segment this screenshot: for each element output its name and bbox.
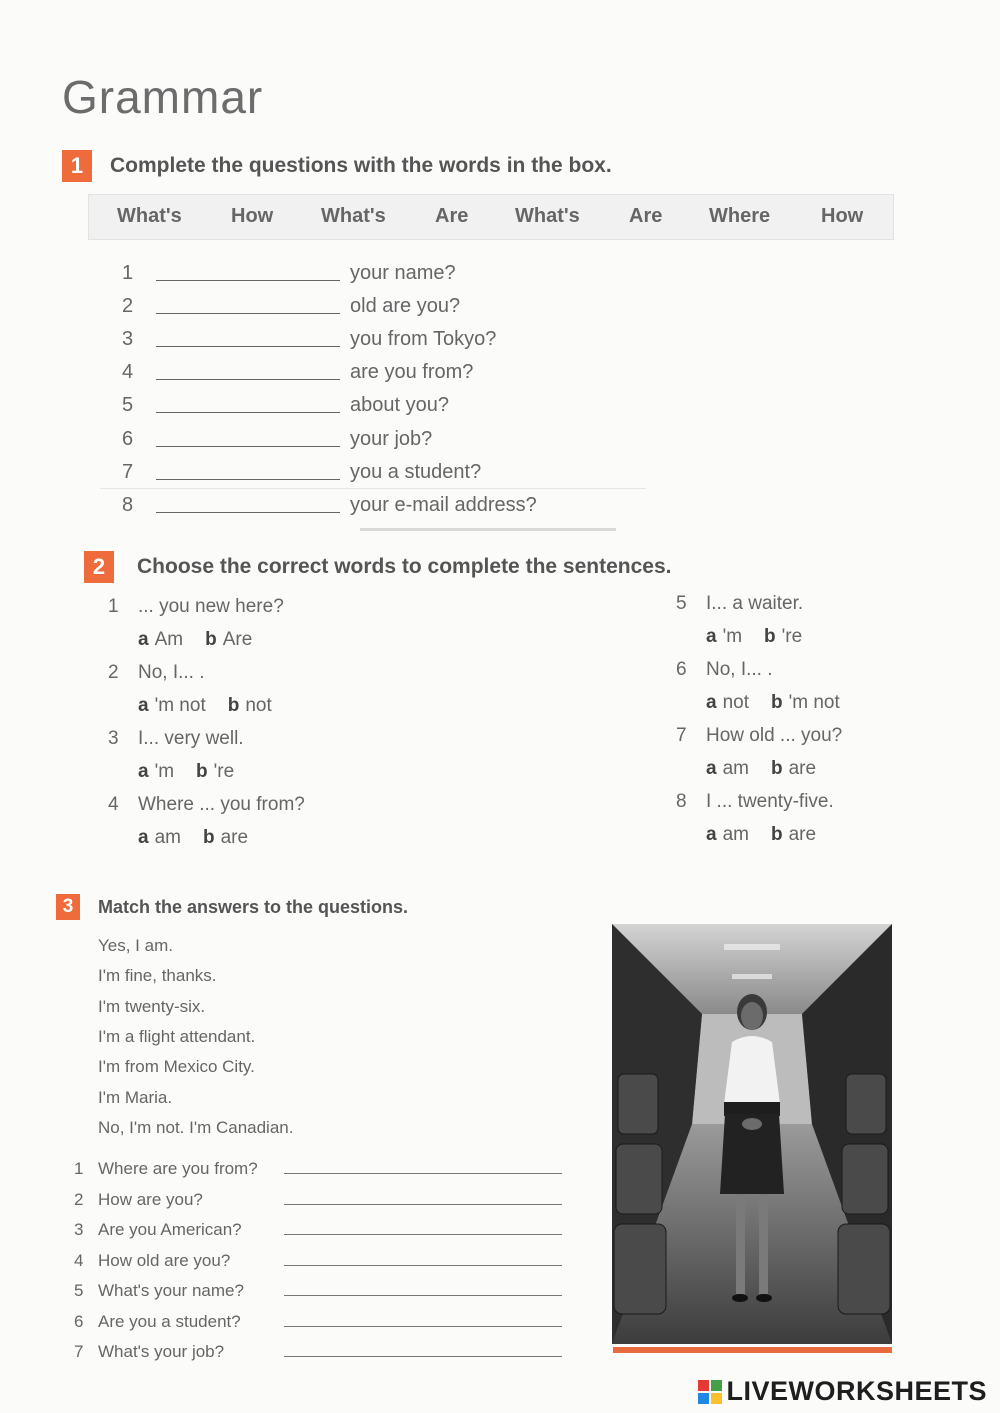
option-a-label: a <box>706 824 717 845</box>
ex1-blank[interactable] <box>156 512 340 513</box>
ex3-question-number: 4 <box>74 1251 84 1270</box>
ex3-question-number: 6 <box>74 1312 84 1331</box>
ex1-item <box>122 295 642 325</box>
exercise-1-heading <box>62 150 612 182</box>
ex2-question <box>108 728 244 750</box>
ex3-question <box>74 1281 244 1301</box>
ex3-answer-blank[interactable] <box>284 1234 562 1235</box>
option-a[interactable]: not <box>722 692 749 713</box>
divider <box>360 528 616 531</box>
ex1-item <box>122 494 642 524</box>
ex2-question <box>676 725 842 747</box>
option-a-label: a <box>706 692 717 713</box>
ex2-question-text: ... you new here? <box>138 596 284 617</box>
ex1-item-number: 6 <box>122 428 134 450</box>
page-title: Grammar <box>62 71 264 123</box>
option-b[interactable]: are <box>788 824 817 845</box>
ex3-answer: I'm Maria. <box>98 1088 173 1107</box>
ex1-blank[interactable] <box>156 313 340 314</box>
exercise-1-number: 1 <box>62 150 92 182</box>
ex1-blank[interactable] <box>156 280 340 281</box>
ex1-item-text: old are you? <box>350 295 461 317</box>
ex2-question <box>108 662 205 684</box>
ex3-answer: I'm from Mexico City. <box>98 1057 255 1076</box>
ex3-answer: I'm fine, thanks. <box>98 966 217 985</box>
ex3-question-text: What's your name? <box>98 1281 244 1300</box>
ex2-options <box>138 629 252 651</box>
ex2-question-number: 8 <box>676 791 687 812</box>
ex1-item-text: about you? <box>350 394 449 416</box>
option-b-label: b <box>227 695 240 716</box>
option-b-label: b <box>205 629 217 650</box>
ex2-question <box>676 659 773 681</box>
ex1-item <box>122 361 642 391</box>
exercise-2-number: 2 <box>84 551 114 583</box>
ex1-item-text: you a student? <box>350 461 482 483</box>
ex2-options <box>138 827 248 849</box>
ex3-answer-blank[interactable] <box>284 1326 562 1327</box>
ex1-item-text: are you from? <box>350 361 474 383</box>
option-b-label: b <box>764 626 776 647</box>
ex2-question <box>676 791 834 813</box>
ex2-question-number: 6 <box>676 659 687 680</box>
ex3-question <box>74 1220 242 1240</box>
option-b[interactable]: 're <box>781 626 803 647</box>
option-b-label: b <box>770 758 783 779</box>
option-b-label: b <box>771 692 783 713</box>
option-a-label: a <box>706 758 717 779</box>
ex3-question-text: Are you American? <box>98 1220 242 1239</box>
ex1-blank[interactable] <box>156 379 340 380</box>
ex3-answer: I'm a flight attendant. <box>98 1027 256 1046</box>
ex2-question-number: 7 <box>676 725 687 746</box>
ex3-question-text: Are you a student? <box>98 1312 241 1331</box>
liveworksheets-brand: LIVEWORKSHEETS <box>726 1376 987 1406</box>
ex3-question-number: 7 <box>74 1342 84 1361</box>
ex1-item <box>122 328 642 358</box>
option-a[interactable]: am <box>722 824 749 845</box>
option-a[interactable]: 'm <box>154 761 175 782</box>
ex2-question-text: Where ... you from? <box>138 794 305 815</box>
option-a[interactable]: Am <box>154 629 184 650</box>
ex3-question-text: How are you? <box>98 1190 203 1209</box>
ex3-question-text: What's your job? <box>98 1342 225 1361</box>
exercise-3-number: 3 <box>56 894 80 920</box>
ex3-question-number: 3 <box>74 1220 84 1239</box>
liveworksheets-logo[interactable] <box>698 1376 987 1408</box>
ex1-blank[interactable] <box>156 479 340 480</box>
ex2-question-text: I... very well. <box>138 728 244 749</box>
ex3-answer-blank[interactable] <box>284 1204 562 1205</box>
ex2-question <box>676 593 803 615</box>
ex1-item-number: 2 <box>122 295 134 317</box>
word-box-item: What's <box>515 205 580 227</box>
option-a-label: a <box>706 626 717 647</box>
ex2-options <box>706 692 840 714</box>
word-box-item: Are <box>629 205 663 227</box>
ex3-question <box>74 1159 258 1179</box>
ex3-answer-blank[interactable] <box>284 1295 562 1296</box>
ex2-options <box>706 758 816 780</box>
option-a-label: a <box>138 695 149 716</box>
ex2-question-number: 1 <box>108 596 119 617</box>
option-a[interactable]: am <box>722 758 749 779</box>
ex2-question-text: No, I... . <box>706 659 773 680</box>
ex3-question <box>74 1251 230 1271</box>
option-b-label: b <box>202 827 215 848</box>
ex1-blank[interactable] <box>156 346 340 347</box>
ex1-item-text: you from Tokyo? <box>350 328 497 350</box>
ex1-item-number: 1 <box>122 262 134 284</box>
option-a[interactable]: 'm not <box>154 695 206 716</box>
ex3-question <box>74 1190 203 1210</box>
option-b[interactable]: are <box>788 758 817 779</box>
ex2-question <box>108 596 284 618</box>
ex2-options <box>706 626 802 648</box>
ex2-options <box>138 695 272 717</box>
ex3-question <box>74 1312 241 1332</box>
ex1-item <box>122 428 642 458</box>
photo-accent-bar <box>613 1347 892 1353</box>
divider <box>100 488 646 489</box>
ex2-question-text: How old ... you? <box>706 725 843 746</box>
word-box <box>88 194 894 240</box>
word-box-item: How <box>231 205 274 227</box>
option-a[interactable]: am <box>154 827 181 848</box>
ex1-blank[interactable] <box>156 446 340 447</box>
word-box-item: How <box>821 205 864 227</box>
option-b[interactable]: 'm not <box>788 692 840 713</box>
ex3-question-number: 1 <box>74 1159 84 1178</box>
ex3-question-text: Where are you from? <box>98 1159 258 1178</box>
ex2-question-number: 4 <box>108 794 119 815</box>
option-b-label: b <box>770 824 783 845</box>
ex2-question <box>108 794 305 816</box>
ex1-item-number: 7 <box>122 461 134 483</box>
ex1-item-number: 3 <box>122 328 134 350</box>
ex1-item <box>122 461 642 491</box>
ex1-item-number: 4 <box>122 361 134 383</box>
option-b[interactable]: Are <box>222 629 253 650</box>
flight-attendant-photo <box>612 924 892 1344</box>
ex2-question-number: 3 <box>108 728 119 749</box>
ex2-options <box>706 824 816 846</box>
ex3-question-number: 2 <box>74 1190 84 1209</box>
ex2-question-number: 5 <box>676 593 687 614</box>
word-box-item: Where <box>709 205 771 227</box>
ex3-answer: Yes, I am. <box>98 936 173 955</box>
ex2-question-text: I ... twenty-five. <box>706 791 834 812</box>
ex3-answer: I'm twenty-six. <box>98 997 206 1016</box>
option-b-label: b <box>196 761 208 782</box>
option-a[interactable]: 'm <box>722 626 743 647</box>
word-box-item: What's <box>117 205 182 227</box>
ex1-item-number: 8 <box>122 494 134 516</box>
ex1-item-text: your job? <box>350 428 433 450</box>
ex3-question-text: How old are you? <box>98 1251 231 1270</box>
ex1-item-text: your name? <box>350 262 456 284</box>
ex3-question-number: 5 <box>74 1281 84 1300</box>
option-b[interactable]: 're <box>213 761 235 782</box>
exercise-1-instruction: Complete the questions with the words in the box. <box>110 154 612 177</box>
ex2-question-text: I... a waiter. <box>706 593 804 614</box>
liveworksheets-icon <box>698 1380 722 1404</box>
exercise-2-heading <box>84 551 671 583</box>
exercise-3-instruction: Match the answers to the questions. <box>98 896 409 917</box>
ex2-options <box>138 761 234 783</box>
ex1-item <box>122 262 642 292</box>
word-box-item: What's <box>321 205 386 227</box>
ex3-answer-blank[interactable] <box>284 1173 562 1174</box>
ex3-question <box>74 1342 224 1362</box>
option-a-label: a <box>138 629 149 650</box>
ex3-answer-blank[interactable] <box>284 1265 562 1266</box>
ex3-answer-blank[interactable] <box>284 1356 562 1357</box>
word-box-item: Are <box>435 205 469 227</box>
ex2-question-number: 2 <box>108 662 119 683</box>
exercise-3-heading <box>56 894 408 920</box>
ex1-item <box>122 394 642 424</box>
option-a-label: a <box>138 827 149 848</box>
ex1-item-number: 5 <box>122 394 134 416</box>
ex3-answer: No, I'm not. I'm Canadian. <box>98 1118 294 1137</box>
option-b[interactable]: not <box>245 695 272 716</box>
ex1-item-text: your e-mail address? <box>350 494 537 516</box>
ex1-blank[interactable] <box>156 412 340 413</box>
ex2-question-text: No, I... . <box>138 662 205 683</box>
option-a-label: a <box>138 761 149 782</box>
exercise-2-instruction: Choose the correct words to complete the sentences. <box>137 555 672 578</box>
option-b[interactable]: are <box>220 827 249 848</box>
